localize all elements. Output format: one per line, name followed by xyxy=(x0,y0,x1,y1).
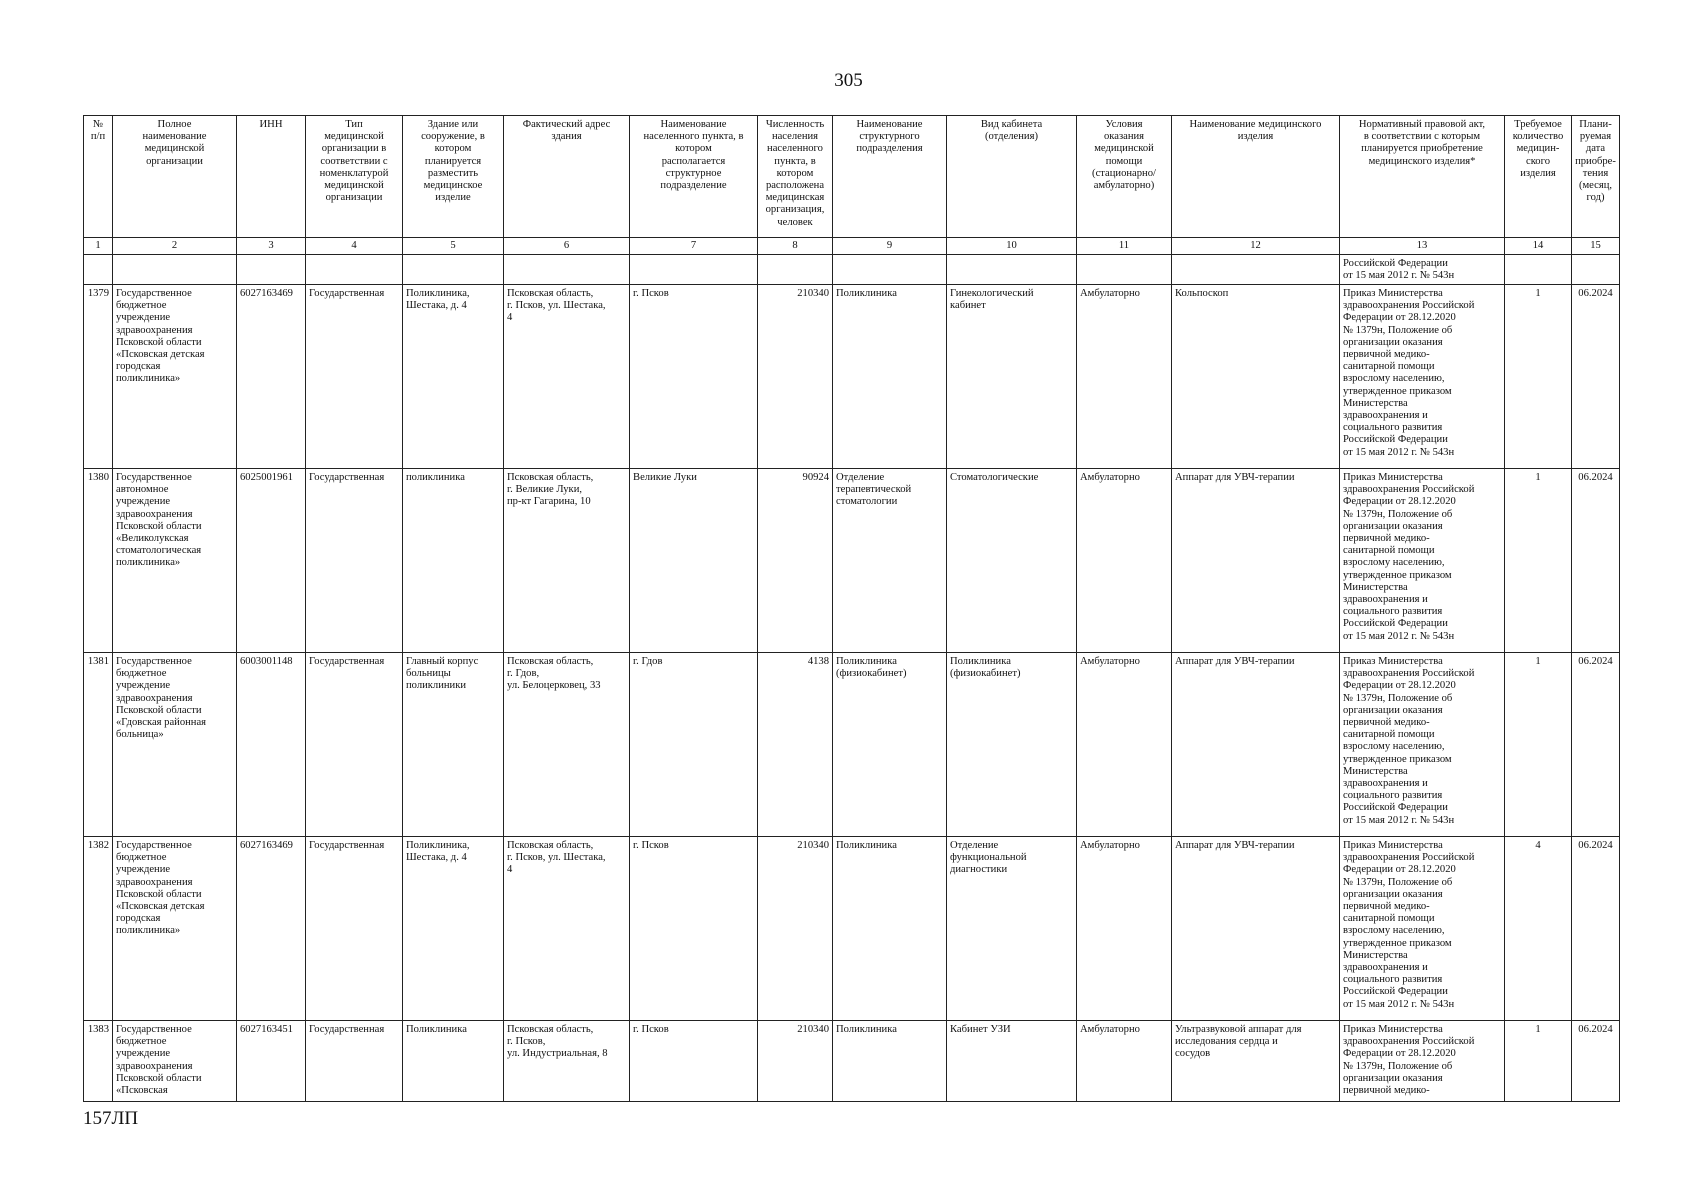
organization-name-cell: Государственное бюджетное учреждение здравоохранения Псковской области «Псковская детская городская поликлиника» xyxy=(113,837,237,1021)
column-header: Условия оказания медицинской помощи (стационарно/ амбулаторно) xyxy=(1077,116,1172,238)
column-header: Фактический адрес здания xyxy=(504,116,630,238)
column-header: Полное наименование медицинской организации xyxy=(113,116,237,238)
medical-device-cell: Кольпоскоп xyxy=(1172,285,1340,469)
legal-act-cell: Приказ Министерства здравоохранения Российской Федерации от 28.12.2020 № 1379н, Положение об организации оказания первичной медико- санитарной помощи взрослому населению, утвержденное приказом Министерства здравоохранения и социального развития Российской Федерации от 15 мая 2012 г. № 543н xyxy=(1340,653,1505,837)
row-number-cell: 1382 xyxy=(84,837,113,1021)
column-header: Нормативный правовой акт, в соответствии с которым планируется приобретение медицинского изделия* xyxy=(1340,116,1505,238)
locality-cell: г. Псков xyxy=(630,1021,758,1102)
cabinet-type-cell: Гинекологический кабинет xyxy=(947,285,1077,469)
inn-cell: 6027163469 xyxy=(237,285,306,469)
table-row xyxy=(84,837,1620,1021)
column-header: Численность населения населенного пункта, в котором расположена медицинская организация, человек xyxy=(758,116,833,238)
address-cell: Псковская область, г. Гдов, ул. Белоцерковец, 33 xyxy=(504,653,630,837)
organization-name-cell: Государственное бюджетное учреждение здравоохранения Псковской области «Псковская xyxy=(113,1021,237,1102)
column-number: 13 xyxy=(1340,238,1505,255)
column-header: Требуемое количество медицин- ского изделия xyxy=(1505,116,1572,238)
column-number: 11 xyxy=(1077,238,1172,255)
care-conditions-cell: Амбулаторно xyxy=(1077,1021,1172,1102)
locality-cell: Великие Луки xyxy=(630,469,758,653)
column-header: Вид кабинета (отделения) xyxy=(947,116,1077,238)
structural-unit-cell: Поликлиника (физиокабинет) xyxy=(833,653,947,837)
inn-cell: 6027163469 xyxy=(237,837,306,1021)
column-number: 5 xyxy=(403,238,504,255)
locality-cell: г. Псков xyxy=(630,285,758,469)
quantity-cell: 1 xyxy=(1505,1021,1572,1102)
column-number: 2 xyxy=(113,238,237,255)
structural-unit-cell: Отделение терапевтической стоматологии xyxy=(833,469,947,653)
building-cell: Главный корпус больницы поликлиники xyxy=(403,653,504,837)
structural-unit-cell: Поликлиника xyxy=(833,285,947,469)
table-row xyxy=(84,653,1620,837)
column-number: 1 xyxy=(84,238,113,255)
structural-unit-cell: Поликлиника xyxy=(833,837,947,1021)
quantity-cell: 1 xyxy=(1505,469,1572,653)
row-number-cell: 1381 xyxy=(84,653,113,837)
purchase-date-cell: 06.2024 xyxy=(1572,1021,1620,1102)
structural-unit-cell: Поликлиника xyxy=(833,1021,947,1102)
building-cell: поликлиника xyxy=(403,469,504,653)
column-header: Здание или сооружение, в котором планируется разместить медицинское изделие xyxy=(403,116,504,238)
cabinet-type-cell: Поликлиника (физиокабинет) xyxy=(947,653,1077,837)
quantity-cell: 4 xyxy=(1505,837,1572,1021)
column-header: ИНН xyxy=(237,116,306,238)
organization-type-cell: Государственная xyxy=(306,469,403,653)
organization-name-cell: Государственное автономное учреждение здравоохранения Псковской области «Великолукская стоматологическая поликлиника» xyxy=(113,469,237,653)
column-number: 6 xyxy=(504,238,630,255)
medical-devices-table xyxy=(83,115,1620,1102)
medical-device-cell: Аппарат для УВЧ-терапии xyxy=(1172,653,1340,837)
column-header: Наименование медицинского изделия xyxy=(1172,116,1340,238)
cabinet-type-cell: Кабинет УЗИ xyxy=(947,1021,1077,1102)
column-header: Наименование структурного подразделения xyxy=(833,116,947,238)
column-number: 8 xyxy=(758,238,833,255)
row-number-cell: 1380 xyxy=(84,469,113,653)
population-cell: 210340 xyxy=(758,1021,833,1102)
column-header: Тип медицинской организации в соответствии с номенклатурой медицинской организации xyxy=(306,116,403,238)
organization-type-cell: Государственная xyxy=(306,285,403,469)
table-row xyxy=(84,469,1620,653)
care-conditions-cell: Амбулаторно xyxy=(1077,653,1172,837)
legal-act-cell: Приказ Министерства здравоохранения Российской Федерации от 28.12.2020 № 1379н, Положение об организации оказания первичной медико- санитарной помощи взрослому населению, утвержденное приказом Министерства здравоохранения и социального развития Российской Федерации от 15 мая 2012 г. № 543н xyxy=(1340,285,1505,469)
cabinet-type-cell: Отделение функциональной диагностики xyxy=(947,837,1077,1021)
building-cell: Поликлиника, Шестака, д. 4 xyxy=(403,285,504,469)
column-number: 10 xyxy=(947,238,1077,255)
column-header: Наименование населенного пункта, в котором располагается структурное подразделение xyxy=(630,116,758,238)
column-number: 9 xyxy=(833,238,947,255)
page-number: 305 xyxy=(834,70,863,91)
legal-act-cell: Приказ Министерства здравоохранения Российской Федерации от 28.12.2020 № 1379н, Положение об организации оказания первичной медико- санитарной помощи взрослому населению, утвержденное приказом Министерства здравоохранения и социального развития Российской Федерации от 15 мая 2012 г. № 543н xyxy=(1340,469,1505,653)
column-number: 4 xyxy=(306,238,403,255)
cabinet-type-cell: Стоматологические xyxy=(947,469,1077,653)
column-number: 3 xyxy=(237,238,306,255)
column-number-row xyxy=(84,238,1620,255)
address-cell: Псковская область, г. Псков, ул. Шестака, 4 xyxy=(504,837,630,1021)
continuation-row xyxy=(84,255,1620,285)
column-header: № п/п xyxy=(84,116,113,238)
organization-type-cell: Государственная xyxy=(306,837,403,1021)
row-number-cell: 1383 xyxy=(84,1021,113,1102)
address-cell: Псковская область, г. Великие Луки, пр-кт Гагарина, 10 xyxy=(504,469,630,653)
locality-cell: г. Гдов xyxy=(630,653,758,837)
building-cell: Поликлиника, Шестака, д. 4 xyxy=(403,837,504,1021)
inn-cell: 6027163451 xyxy=(237,1021,306,1102)
population-cell: 210340 xyxy=(758,285,833,469)
quantity-cell: 1 xyxy=(1505,285,1572,469)
building-cell: Поликлиника xyxy=(403,1021,504,1102)
legal-act-cell: Приказ Министерства здравоохранения Российской Федерации от 28.12.2020 № 1379н, Положение об организации оказания первичной медико- xyxy=(1340,1021,1505,1102)
purchase-date-cell: 06.2024 xyxy=(1572,837,1620,1021)
organization-type-cell: Государственная xyxy=(306,1021,403,1102)
organization-type-cell: Государственная xyxy=(306,653,403,837)
column-number: 12 xyxy=(1172,238,1340,255)
purchase-date-cell: 06.2024 xyxy=(1572,653,1620,837)
organization-name-cell: Государственное бюджетное учреждение здравоохранения Псковской области «Псковская детская городская поликлиника» xyxy=(113,285,237,469)
medical-device-cell: Аппарат для УВЧ-терапии xyxy=(1172,837,1340,1021)
address-cell: Псковская область, г. Псков, ул. Индустриальная, 8 xyxy=(504,1021,630,1102)
column-header: Плани- руемая дата приобре- тения (месяц, год) xyxy=(1572,116,1620,238)
medical-device-cell: Ультразвуковой аппарат для исследования сердца и сосудов xyxy=(1172,1021,1340,1102)
address-cell: Псковская область, г. Псков, ул. Шестака, 4 xyxy=(504,285,630,469)
inn-cell: 6003001148 xyxy=(237,653,306,837)
locality-cell: г. Псков xyxy=(630,837,758,1021)
purchase-date-cell: 06.2024 xyxy=(1572,469,1620,653)
column-number: 14 xyxy=(1505,238,1572,255)
population-cell: 90924 xyxy=(758,469,833,653)
care-conditions-cell: Амбулаторно xyxy=(1077,469,1172,653)
population-cell: 210340 xyxy=(758,837,833,1021)
care-conditions-cell: Амбулаторно xyxy=(1077,285,1172,469)
organization-name-cell: Государственное бюджетное учреждение здравоохранения Псковской области «Гдовская районная больница» xyxy=(113,653,237,837)
care-conditions-cell: Амбулаторно xyxy=(1077,837,1172,1021)
population-cell: 4138 xyxy=(758,653,833,837)
header-row xyxy=(84,116,1620,238)
table-row xyxy=(84,1021,1620,1102)
column-number: 7 xyxy=(630,238,758,255)
legal-act-continuation: Российской Федерации от 15 мая 2012 г. № 543н xyxy=(1340,255,1505,285)
quantity-cell: 1 xyxy=(1505,653,1572,837)
column-number: 15 xyxy=(1572,238,1620,255)
table-row xyxy=(84,285,1620,469)
row-number-cell: 1379 xyxy=(84,285,113,469)
purchase-date-cell: 06.2024 xyxy=(1572,285,1620,469)
medical-device-cell: Аппарат для УВЧ-терапии xyxy=(1172,469,1340,653)
inn-cell: 6025001961 xyxy=(237,469,306,653)
document-code: 157ЛП xyxy=(83,1108,139,1129)
legal-act-cell: Приказ Министерства здравоохранения Российской Федерации от 28.12.2020 № 1379н, Положение об организации оказания первичной медико- санитарной помощи взрослому населению, утвержденное приказом Министерства здравоохранения и социального развития Российской Федерации от 15 мая 2012 г. № 543н xyxy=(1340,837,1505,1021)
